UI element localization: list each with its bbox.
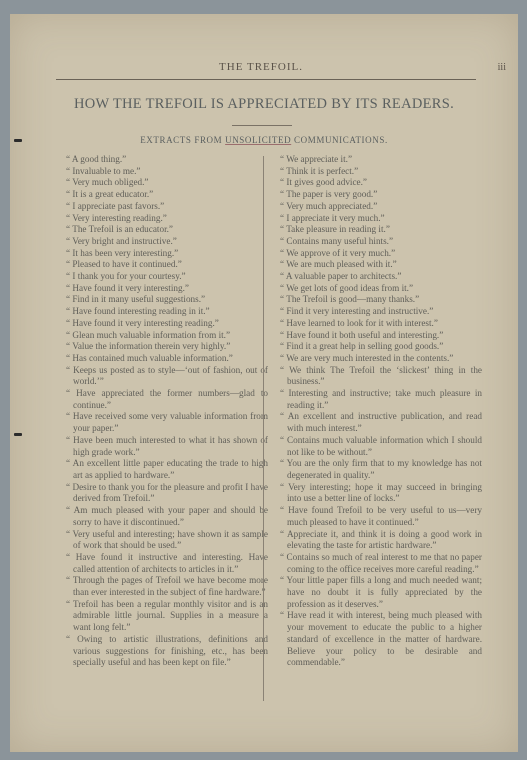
testimonial-quote: “ It gives good advice.” xyxy=(280,177,367,188)
testimonial-quote: “ Interesting and instructive; take much pleasure in reading it.” xyxy=(280,388,482,410)
subhead-suffix: COMMUNICATIONS. xyxy=(291,135,388,145)
testimonial-quote: “ Very much appreciated.” xyxy=(280,200,378,211)
testimonial-quote: “ Trefoil has been a regular monthly visitor and is an admirable little journal. Supplies in a measure a want long felt.” xyxy=(66,598,268,633)
testimonial-quote: “ Invaluable to me.” xyxy=(66,165,141,176)
testimonial-quote: “ A valuable paper to architects.” xyxy=(280,271,402,282)
testimonial-quote: “ Have received some very valuable information from your paper.” xyxy=(66,411,268,434)
testimonial-quote: “ Have found it instructive and interesting. Have called attention of architects to articles in it.” xyxy=(66,551,268,574)
testimonial-quote: “ I thank you for your courtesy.” xyxy=(66,271,186,282)
testimonial-quote: “ Find in it many useful suggestions.” xyxy=(66,294,206,305)
testimonial-quote: “ Find it a great help in selling good goods.” xyxy=(280,341,444,352)
testimonial-quote: “ Have read it with interest, being much pleased with your movement to educate the public to a higher standard of excellence in the matter of hardware. Believe your policy to be desirable and commendable.” xyxy=(280,610,482,668)
testimonial-quote: “ Find it very interesting and instructive.” xyxy=(280,306,434,317)
document-page xyxy=(10,14,518,752)
testimonial-quote: “ Pleased to have it continued.” xyxy=(66,259,182,270)
testimonial-quote: “ Contains much valuable information which I should not like to be without.” xyxy=(280,434,482,457)
right-column xyxy=(277,154,482,669)
testimonial-quote: “ Think it is perfect.” xyxy=(280,165,359,176)
testimonial-quote: “ It has been very interesting.” xyxy=(66,247,179,258)
testimonial-quote: “ Very bright and instructive.” xyxy=(66,235,177,246)
subhead-prefix: EXTRACTS FROM xyxy=(140,135,226,145)
binding-mark xyxy=(14,139,22,142)
testimonial-quote: “ Owing to artistic illustrations, definitions and various suggestions for finishing, etc., has been specially useful and has been kept on file.” xyxy=(66,633,268,668)
testimonial-quote: “ The Trefoil is good—many thanks.” xyxy=(280,294,420,305)
left-column xyxy=(63,154,268,669)
testimonial-quote: “ A good thing.” xyxy=(66,154,127,164)
testimonial-quote: “ We get lots of good ideas from it.” xyxy=(280,282,414,293)
testimonial-quote: “ It is a great educator.” xyxy=(66,189,154,200)
testimonial-quote: “ Have found it both useful and interesting.” xyxy=(280,329,444,340)
testimonial-quote: “ Very useful and interesting; have shown it as sample of work that should be used.” xyxy=(66,528,268,551)
testimonial-quote: “ You are the only firm that to my knowledge has not degenerated in quality.” xyxy=(280,458,482,480)
testimonial-quote: “ Am much pleased with your paper and should be sorry to have it discontinued.” xyxy=(66,505,268,527)
testimonial-quote: “ Contains many useful hints.” xyxy=(280,235,394,246)
testimonial-quote: “ Your little paper fills a long and much needed want; have no doubt it is fully appreciated by the profession as it deserves.” xyxy=(280,575,482,609)
testimonial-quote: “ Through the pages of Trefoil we have become more than ever interested in the subject of fine hardware.” xyxy=(66,575,268,598)
testimonial-quote: “ Appreciate it, and think it is doing a good work in elevating the taste for artistic hardware.” xyxy=(280,528,482,551)
running-title: THE TREFOIL. xyxy=(219,61,303,73)
headline-rule xyxy=(232,125,292,126)
page-number: iii xyxy=(497,62,506,73)
testimonial-quote: “ Glean much valuable information from it.” xyxy=(66,329,231,340)
testimonial-quote: “ We think The Trefoil the ‘slickest’ thing in the business.” xyxy=(280,364,482,387)
testimonial-quote: “ We are much pleased with it.” xyxy=(280,259,397,270)
testimonial-quote: “ We appreciate it.” xyxy=(280,154,353,164)
testimonial-quote: “ Very interesting; hope it may succeed in bringing into use a better line of locks.” xyxy=(280,481,482,504)
testimonial-quote: “ The Trefoil is an educator.” xyxy=(66,224,173,235)
testimonial-quote: “ We approve of it very much.” xyxy=(280,247,396,258)
running-header xyxy=(56,61,506,77)
binding-mark xyxy=(14,433,22,436)
column-divider xyxy=(263,156,264,701)
testimonial-quote: “ An excellent little paper educating the trade to high art as applied to hardware.” xyxy=(66,458,268,480)
subhead-underlined: UNSOLICITED xyxy=(225,135,292,145)
testimonial-quote: “ Have learned to look for it with interest.” xyxy=(280,317,438,328)
header-rule xyxy=(56,79,476,80)
testimonial-quote: “ Value the information therein very highly.” xyxy=(66,341,231,352)
testimonial-quote: “ Have found interesting reading in it.” xyxy=(66,306,210,317)
testimonial-quote: “ Have found it very interesting reading.” xyxy=(66,317,219,328)
testimonial-quote: “ Desire to thank you for the pleasure and profit I have derived from Trefoil.” xyxy=(66,481,268,504)
testimonial-quote: “ Have found it very interesting.” xyxy=(66,282,189,293)
testimonial-quote: “ An excellent and instructive publication, and read with much interest.” xyxy=(280,411,482,434)
testimonial-quote: “ I appreciate it very much.” xyxy=(280,212,385,223)
testimonial-quote: “ Contains so much of real interest to me that no paper coming to the office receives more careful reading.” xyxy=(280,551,482,574)
testimonial-quote: “ Keeps us posted as to style—‘out of fashion, out of world.’” xyxy=(66,364,268,387)
testimonial-quote: “ Has contained much valuable information.” xyxy=(66,352,233,363)
testimonial-quote: “ The paper is very good.” xyxy=(280,189,378,200)
testimonial-quote: “ Have found Trefoil to be very useful to us—very much pleased to have it continued.” xyxy=(280,505,482,527)
testimonial-quote: “ I appreciate past favors.” xyxy=(66,200,165,211)
testimonial-quote: “ Have been much interested to what it has shown of high grade work.” xyxy=(66,434,268,457)
article-headline: HOW THE TREFOIL IS APPRECIATED BY ITS READERS. xyxy=(73,96,455,112)
testimonial-quote: “ Have appreciated the former numbers—glad to continue.” xyxy=(66,388,268,410)
testimonial-quote: “ Very much obliged.” xyxy=(66,177,149,188)
article-subhead xyxy=(10,135,518,145)
testimonial-quote: “ Very interesting reading.” xyxy=(66,212,167,223)
testimonial-quote: “ Take pleasure in reading it.” xyxy=(280,224,390,235)
testimonial-quote: “ We are very much interested in the contents.” xyxy=(280,352,454,363)
